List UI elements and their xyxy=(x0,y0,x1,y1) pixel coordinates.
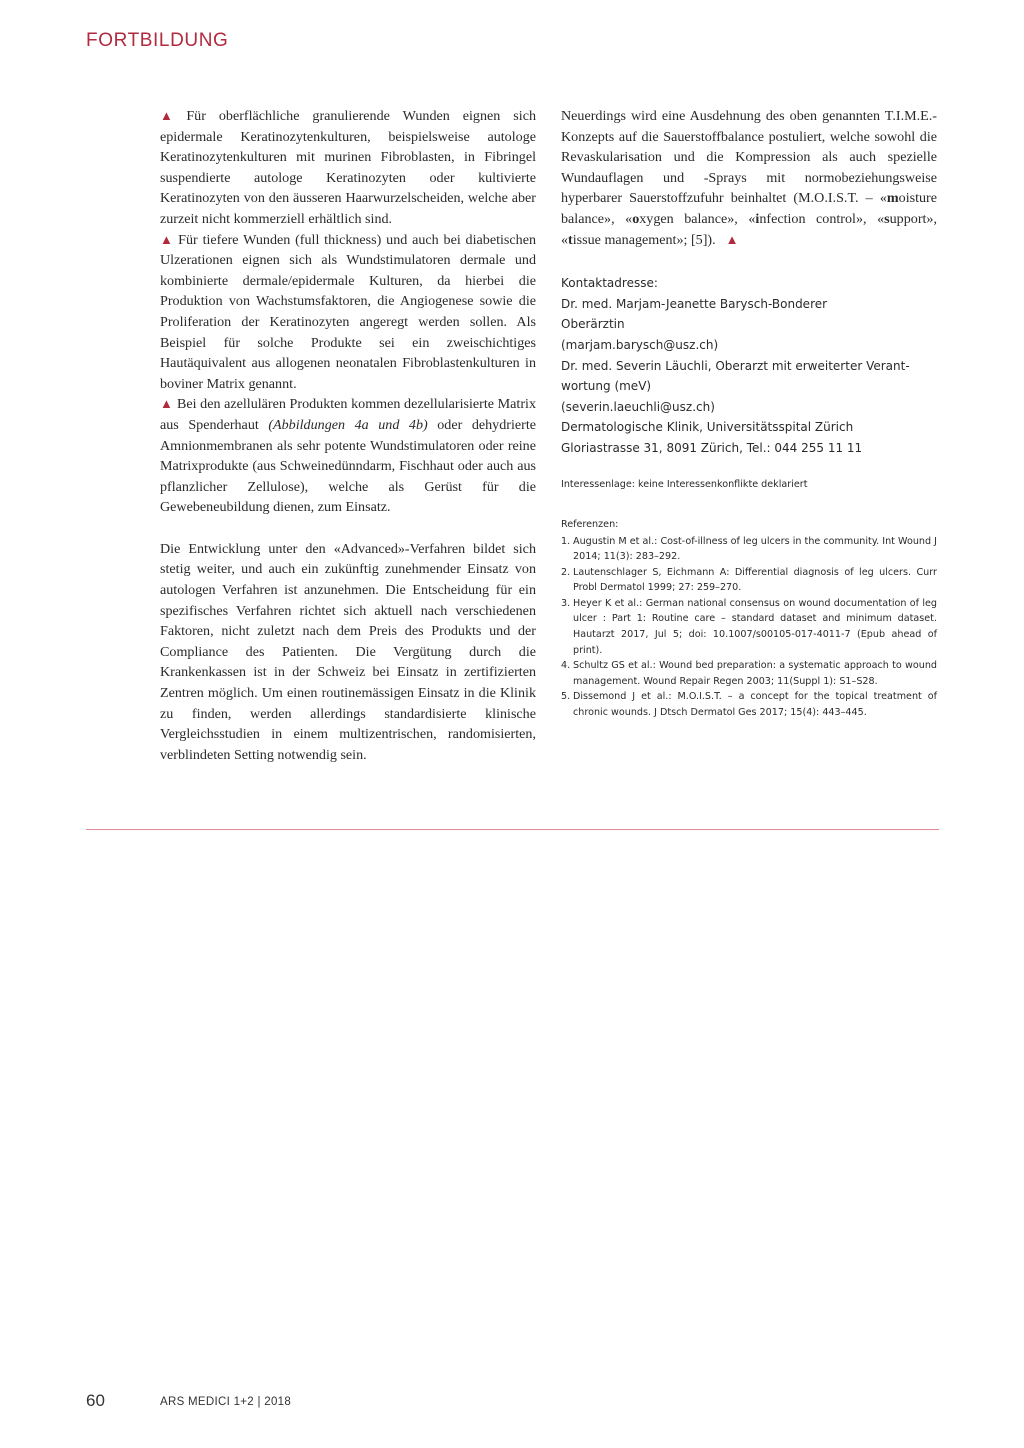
bullet-text: Für oberflächliche granulierende Wunden eignen sich epidermale Keratinozytenkulturen, beispielsweise autologe Keratinozytenkulturen mit murinen Fibroblasten, in Fibringel suspendierte autologe Keratinozyten oder kultivierte Keratinozyten von den äusseren Haarwurzelscheiden, welche aber zurzeit nicht kommerziell erhältlich sind. xyxy=(160,108,536,227)
acronym-letter: t xyxy=(568,231,573,248)
contact-line: Dermatologische Klinik, Universitätsspital Zürich xyxy=(561,420,854,435)
left-column xyxy=(160,106,536,765)
triangle-bullet-icon: ▲ xyxy=(160,231,175,247)
contact-address xyxy=(561,273,937,458)
contact-email: (marjam.barysch@usz.ch) xyxy=(561,337,719,352)
references-list xyxy=(561,534,937,721)
contact-line: Dr. med. Severin Läuchli, Oberarzt mit erweiterter Verant- xyxy=(561,358,910,373)
triangle-bullet-icon: ▲ xyxy=(160,396,173,412)
figure-reference: (Abbildungen 4a und 4b) xyxy=(268,416,428,433)
bullet-text: oder dehydrierte Amnionmembranen als sehr potente Wundstimulatoren oder reine Matrixprodukte (aus Schweinedünndarm, Fischhaut oder auch aus pflanzlicher Zellulose), welche als Gerüst für die Gewebeneubildung dienen, zum Einsatz. xyxy=(160,416,537,516)
reference-item xyxy=(561,534,937,565)
bullet-paragraph xyxy=(160,394,536,518)
references-heading: Referenzen: xyxy=(561,518,619,530)
reference-item xyxy=(561,596,937,658)
reference-text: Schultz GS et al.: Wound bed preparation: a systematic approach to wound management. Wound Repair Regen 2003; 11(Suppl 1): S1–S28. xyxy=(573,660,937,687)
reference-text: Dissemond J et al.: M.O.I.S.T. – a concept for the topical treatment of chronic wounds. J Dtsch Dermatol Ges 2017; 15(4): 443–445. xyxy=(573,691,937,719)
reference-item xyxy=(561,565,937,596)
reference-number: 2. xyxy=(561,566,571,578)
journal-issue: ARS MEDICI 1+2 | 2018 xyxy=(160,1396,292,1408)
reference-number: 3. xyxy=(561,597,571,609)
contact-line: wortung (meV) xyxy=(561,379,652,394)
contact-email: (severin.laeuchli@usz.ch) xyxy=(561,399,715,414)
acronym-letter: o xyxy=(632,210,640,227)
triangle-bullet-icon: ▲ xyxy=(160,108,183,123)
right-column xyxy=(561,106,937,721)
reference-number: 5. xyxy=(561,691,571,703)
bullet-paragraph xyxy=(160,106,536,230)
bullet-paragraph xyxy=(160,230,536,395)
intro-text: oisture balance», « xyxy=(561,190,937,227)
moist-paragraph xyxy=(561,106,937,250)
end-of-article-triangle-icon: ▲ xyxy=(725,231,739,247)
contact-line: Oberärztin xyxy=(561,317,625,332)
contact-heading: Kontaktadresse: xyxy=(561,276,658,291)
contact-line: Gloriastrasse 31, 8091 Zürich, Tel.: 044 255 11 11 xyxy=(561,440,863,455)
intro-text: Neuerdings wird eine Ausdehnung des oben genannten T.I.M.E.-Konzepts auf die Sauerstoffbalance postuliert, welche sowohl die Revaskularisation und die Kompression als auch spezielle Wundauflagen und -Sprays mit normobeziehungsweise hyperbarer Sauerstoffzufuhr beinhaltet (M.O.I.S.T. – « xyxy=(561,108,937,207)
acronym-letter: m xyxy=(886,190,899,207)
intro-text: issue management»; [5]). xyxy=(572,231,716,248)
body-paragraph: Die Entwicklung unter den «Advanced»-Verfahren bildet sich stetig weiter, und auch ein zukünftig zunehmender Einsatz von autologen Verfahren ist anzunehmen. Die Entscheidung für ein spezifisches Verfahren richtet sich aktuell nach verschiedenen Faktoren, nicht zuletzt nach dem Preis des Produkts und der Compliance des Patienten. Die Vergütung durch die Krankenkassen ist in der Schweiz bei Einsatz in zertifizierten Zentren möglich. Um einen routinemässigen Einsatz in die Klinik zu finden, werden allerdings standardisierte klinische Vergleichsstudien in einem multizentrischen, randomisierten, verblindeten Setting notwendig sein. xyxy=(160,540,536,763)
page-number: 60 xyxy=(86,1391,105,1410)
section-header: FORTBILDUNG xyxy=(86,30,229,51)
reference-item xyxy=(561,658,937,689)
reference-text: Lautenschlager S, Eichmann A: Differential diagnosis of leg ulcers. Curr Probl Dermatol 1999; 27: 259–270. xyxy=(573,566,937,594)
reference-text: Augustin M et al.: Cost-of-illness of leg ulcers in the community. Int Wound J 2014; 11(3): 283–292. xyxy=(573,535,937,563)
intro-text: nfection control», « xyxy=(759,210,885,227)
intro-text: xygen balance», « xyxy=(639,210,756,227)
content-divider xyxy=(86,829,939,830)
bullet-text: Für tiefere Wunden (full thickness) und auch bei diabetischen Ulzerationen eignen sich als Wundstimulatoren dermale und kombinierte dermale/epidermale Kulturen, da hierbei die Produktion von Wachstumsfaktoren, die Angiogenese sowie die Proliferation der Keratinozyten angeregt werden sollen. Als Beispiel für solche Produkte sei ein zweischichtiges Hautäquivalent aus allogenen neonatalen Fibroblastenkulturen in boviner Matrix genannt. xyxy=(160,231,536,392)
reference-text: Heyer K et al.: German national consensus on wound documentation of leg ulcer : Part 1: Routine care – standard dataset and minimum dataset. Hautarzt 2017, Jul 5; doi: 10.1007/s00105-017-4011-7 (Epub ahead of print). xyxy=(573,597,937,656)
reference-number: 4. xyxy=(561,660,571,672)
reference-number: 1. xyxy=(561,535,571,547)
bullet-text: Bei den azellulären Produkten kommen dezellularisierte Matrix aus Spenderhaut xyxy=(160,396,537,433)
acronym-letter: i xyxy=(755,210,760,227)
acronym-letter: s xyxy=(884,210,890,227)
conflict-of-interest-note: Interessenlage: keine Interessenkonflikte deklariert xyxy=(561,478,808,490)
reference-item xyxy=(561,689,937,720)
intro-text: upport», « xyxy=(561,210,937,248)
contact-line: Dr. med. Marjam-Jeanette Barysch-Bonderer xyxy=(561,296,828,311)
